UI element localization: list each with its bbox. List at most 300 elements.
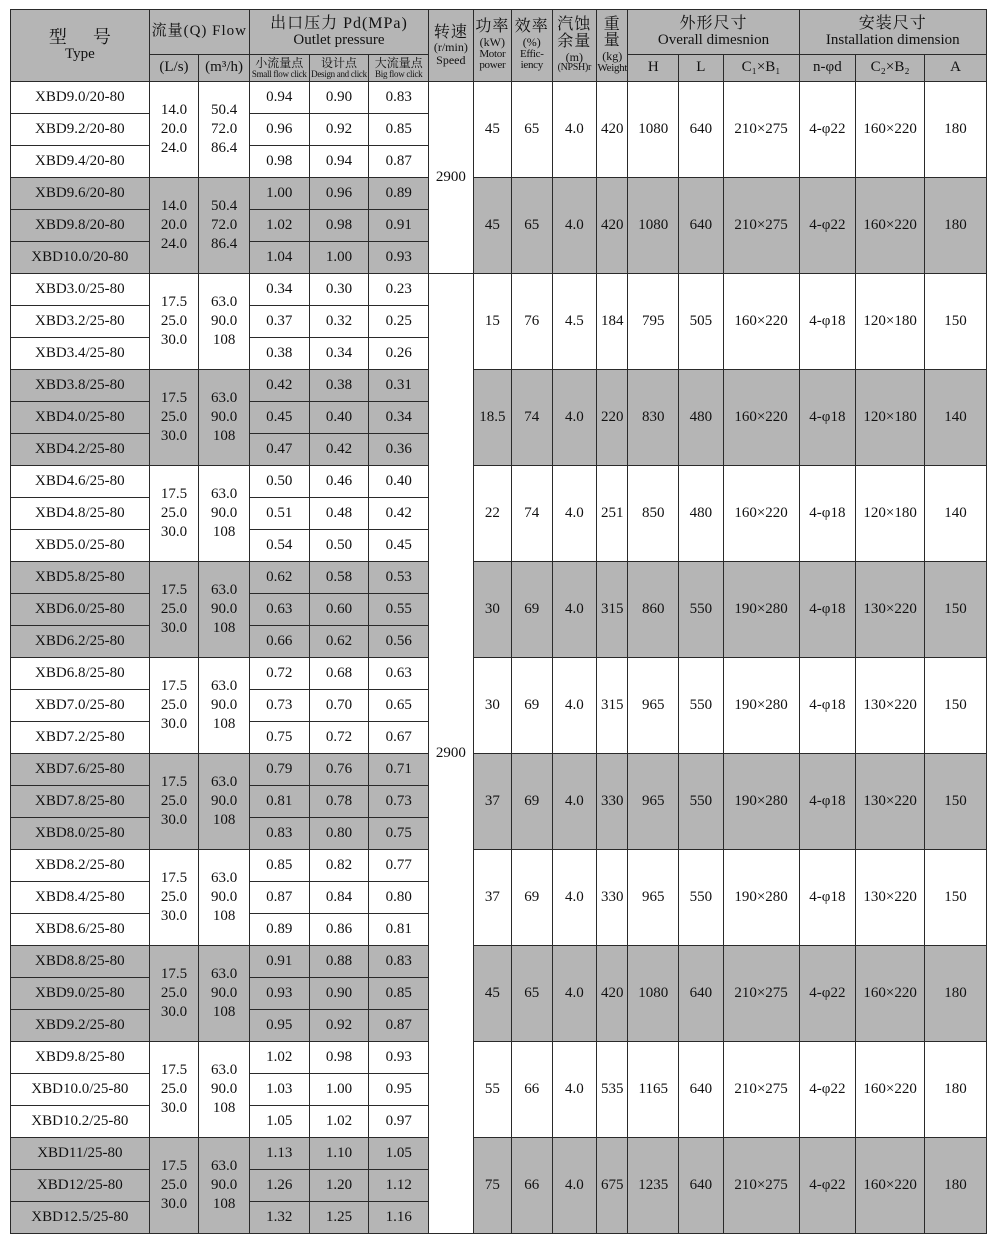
a-cell: 150 <box>925 562 987 658</box>
design-pressure-cell: 0.68 <box>309 658 369 690</box>
small-flow-pressure-cell: 1.04 <box>249 242 309 274</box>
flow-header <box>149 10 249 55</box>
efficiency-cell: 69 <box>512 754 552 850</box>
flow-ls-value: 14.0 <box>160 102 188 118</box>
table-row <box>11 658 987 690</box>
design-pressure-cell: 0.72 <box>309 722 369 754</box>
efficiency-cell: 65 <box>512 946 552 1042</box>
table-row <box>11 274 987 306</box>
npsh-cell: 4.0 <box>552 754 597 850</box>
table-row <box>11 754 987 786</box>
design-pressure-cell: 0.38 <box>309 370 369 402</box>
efficiency-cell: 69 <box>512 850 552 946</box>
big-flow-pressure-cell: 0.75 <box>369 818 429 850</box>
table-row <box>11 850 987 882</box>
flow-m3h-cell <box>199 274 250 370</box>
flow-m3h-value: 90.0 <box>210 313 238 329</box>
flow-ls-value: 30.0 <box>160 620 188 636</box>
weight-cell: 251 <box>597 466 628 562</box>
flow-m3h-value: 108 <box>212 908 236 924</box>
flow-m3h-value: 90.0 <box>210 985 238 1001</box>
flow-ls-cell <box>149 946 199 1042</box>
flow-ls-value: 17.5 <box>160 486 188 502</box>
table-body <box>11 82 987 1234</box>
flow-ls-value: 20.0 <box>160 121 188 137</box>
design-pressure-cell: 0.80 <box>309 818 369 850</box>
flow-ls-header: (L/s) <box>149 55 199 82</box>
power-cell: 45 <box>473 82 511 178</box>
flow-ls-value: 25.0 <box>160 313 188 329</box>
big-flow-en: Big flow click <box>375 68 423 79</box>
small-flow-pressure-cell: 0.89 <box>249 914 309 946</box>
big-flow-pressure-cell: 0.85 <box>369 114 429 146</box>
small-flow-pressure-cell: 0.72 <box>249 658 309 690</box>
model-cell: XBD6.0/25-80 <box>11 594 150 626</box>
h-cell: 965 <box>628 850 679 946</box>
small-flow-pressure-cell: 0.75 <box>249 722 309 754</box>
c1b1-cell: 190×280 <box>723 850 799 946</box>
n-phi-d-cell: 4-φ18 <box>799 370 856 466</box>
design-pressure-cell: 0.78 <box>309 786 369 818</box>
design-pressure-cell: 0.50 <box>309 530 369 562</box>
n-phi-d-cell: 4-φ18 <box>799 466 856 562</box>
flow-ls-value: 25.0 <box>160 793 188 809</box>
flow-m3h-value: 63.0 <box>210 390 238 406</box>
design-pressure-cell: 0.90 <box>309 82 369 114</box>
n-phi-d-cell: 4-φ18 <box>799 658 856 754</box>
flow-m3h-value: 63.0 <box>210 582 238 598</box>
h-cell: 850 <box>628 466 679 562</box>
big-flow-pressure-cell: 0.93 <box>369 242 429 274</box>
n-phi-d-cell: 4-φ18 <box>799 562 856 658</box>
model-cell: XBD7.8/25-80 <box>11 786 150 818</box>
flow-ls-value: 14.0 <box>160 198 188 214</box>
small-flow-en: Small flow click <box>251 68 307 79</box>
small-flow-pressure-cell: 1.32 <box>249 1202 309 1234</box>
model-cell: XBD3.2/25-80 <box>11 306 150 338</box>
flow-ls-cell <box>149 562 199 658</box>
flow-m3h-value: 108 <box>212 1004 236 1020</box>
weight-cell: 220 <box>597 370 628 466</box>
n-phi-d-cell: 4-φ18 <box>799 850 856 946</box>
model-cell: XBD3.4/25-80 <box>11 338 150 370</box>
model-cell: XBD9.0/25-80 <box>11 978 150 1010</box>
design-pressure-cell: 0.90 <box>309 978 369 1010</box>
l-cell: 505 <box>679 274 724 370</box>
power-cell: 75 <box>473 1138 511 1234</box>
small-flow-pressure-cell: 0.73 <box>249 690 309 722</box>
big-flow-pressure-cell: 0.93 <box>369 1042 429 1074</box>
design-pressure-cell: 0.98 <box>309 210 369 242</box>
table-row <box>11 178 987 210</box>
c1b1-cell: 190×280 <box>723 562 799 658</box>
power-cell: 45 <box>473 178 511 274</box>
a-cell: 180 <box>925 946 987 1042</box>
h-cell: 1080 <box>628 946 679 1042</box>
c1b1-cell: 190×280 <box>723 658 799 754</box>
big-flow-pressure-cell: 0.83 <box>369 82 429 114</box>
npsh-header <box>552 10 597 82</box>
flow-ls-value: 25.0 <box>160 697 188 713</box>
model-cell: XBD8.6/25-80 <box>11 914 150 946</box>
overall-header-en: Overall dimesnion <box>657 31 770 48</box>
a-cell: 180 <box>925 82 987 178</box>
big-flow-pressure-cell: 0.56 <box>369 626 429 658</box>
flow-m3h-cell <box>199 946 250 1042</box>
small-flow-pressure-cell: 0.91 <box>249 946 309 978</box>
big-flow-pressure-cell: 1.12 <box>369 1170 429 1202</box>
flow-m3h-value: 90.0 <box>210 697 238 713</box>
table-row <box>11 1042 987 1074</box>
weight-cell: 330 <box>597 850 628 946</box>
big-flow-pressure-cell: 0.91 <box>369 210 429 242</box>
npsh-header-en: (NPSH)r <box>557 62 592 74</box>
model-cell: XBD3.0/25-80 <box>11 274 150 306</box>
design-pressure-cell: 0.70 <box>309 690 369 722</box>
a-cell: 180 <box>925 178 987 274</box>
small-flow-pressure-cell: 0.96 <box>249 114 309 146</box>
big-flow-pressure-cell: 0.95 <box>369 1074 429 1106</box>
h-cell: 965 <box>628 754 679 850</box>
design-pressure-cell: 0.94 <box>309 146 369 178</box>
power-header-zh: 功率 <box>475 18 510 36</box>
flow-ls-value: 17.5 <box>160 774 188 790</box>
model-cell: XBD8.8/25-80 <box>11 946 150 978</box>
overall-dimension-header <box>628 10 799 55</box>
flow-ls-value: 30.0 <box>160 332 188 348</box>
flow-ls-value: 17.5 <box>160 678 188 694</box>
design-pressure-cell: 0.98 <box>309 1042 369 1074</box>
pressure-header-en: Outlet pressure <box>293 31 385 48</box>
n-phi-d-cell: 4-φ22 <box>799 82 856 178</box>
l-header: L <box>679 55 724 82</box>
power-cell: 45 <box>473 946 511 1042</box>
model-cell: XBD7.6/25-80 <box>11 754 150 786</box>
flow-ls-value: 25.0 <box>160 985 188 1001</box>
efficiency-cell: 65 <box>512 178 552 274</box>
big-flow-pressure-cell: 0.45 <box>369 530 429 562</box>
design-pressure-cell: 0.92 <box>309 114 369 146</box>
flow-m3h-value: 63.0 <box>210 294 238 310</box>
small-flow-pressure-cell: 0.81 <box>249 786 309 818</box>
flow-ls-cell <box>149 1042 199 1138</box>
flow-ls-value: 24.0 <box>160 236 188 252</box>
big-flow-pressure-cell: 0.25 <box>369 306 429 338</box>
l-cell: 550 <box>679 658 724 754</box>
big-flow-pressure-cell: 0.63 <box>369 658 429 690</box>
l-cell: 550 <box>679 850 724 946</box>
install-header-en: Installation dimension <box>825 31 960 48</box>
npsh-cell: 4.0 <box>552 850 597 946</box>
flow-ls-value: 25.0 <box>160 1177 188 1193</box>
small-flow-pressure-cell: 1.05 <box>249 1106 309 1138</box>
model-cell: XBD9.8/20-80 <box>11 210 150 242</box>
speed-header-en: Speed <box>436 52 466 67</box>
big-flow-pressure-cell: 0.23 <box>369 274 429 306</box>
flow-m3h-value: 86.4 <box>210 140 238 156</box>
flow-ls-value: 24.0 <box>160 140 188 156</box>
h-cell: 860 <box>628 562 679 658</box>
n-phi-d-cell: 4-φ22 <box>799 1042 856 1138</box>
flow-m3h-value: 72.0 <box>210 217 238 233</box>
speed-header <box>429 10 474 82</box>
design-pressure-cell: 0.84 <box>309 882 369 914</box>
small-flow-pressure-cell: 0.34 <box>249 274 309 306</box>
design-pressure-cell: 1.10 <box>309 1138 369 1170</box>
flow-m3h-cell <box>199 754 250 850</box>
design-pressure-cell: 1.00 <box>309 242 369 274</box>
small-flow-pressure-cell: 0.66 <box>249 626 309 658</box>
model-cell: XBD12/25-80 <box>11 1170 150 1202</box>
model-cell: XBD6.8/25-80 <box>11 658 150 690</box>
npsh-cell: 4.0 <box>552 466 597 562</box>
small-flow-zh: 小流量点 <box>255 55 304 70</box>
flow-m3h-cell <box>199 370 250 466</box>
flow-ls-cell <box>149 1138 199 1234</box>
model-cell: XBD3.8/25-80 <box>11 370 150 402</box>
h-cell: 1165 <box>628 1042 679 1138</box>
efficiency-cell: 65 <box>512 82 552 178</box>
flow-ls-value: 17.5 <box>160 870 188 886</box>
h-cell: 795 <box>628 274 679 370</box>
flow-m3h-cell <box>199 82 250 178</box>
power-cell: 22 <box>473 466 511 562</box>
flow-ls-cell <box>149 274 199 370</box>
install-header-zh: 安装尺寸 <box>858 14 927 32</box>
big-flow-pressure-cell: 0.81 <box>369 914 429 946</box>
power-cell: 37 <box>473 754 511 850</box>
n-phi-d-cell: 4-φ22 <box>799 1138 856 1234</box>
flow-ls-value: 20.0 <box>160 217 188 233</box>
npsh-cell: 4.0 <box>552 1042 597 1138</box>
big-flow-pressure-cell: 0.89 <box>369 178 429 210</box>
n-phi-d-header: n-φd <box>799 55 856 82</box>
big-flow-pressure-cell: 0.71 <box>369 754 429 786</box>
weight-header-unit: (kg) <box>602 49 623 64</box>
n-phi-d-cell: 4-φ18 <box>799 274 856 370</box>
flow-m3h-cell <box>199 562 250 658</box>
small-flow-pressure-cell: 0.51 <box>249 498 309 530</box>
flow-m3h-cell <box>199 466 250 562</box>
efficiency-header-zh: 效率 <box>514 18 549 36</box>
l-cell: 640 <box>679 946 724 1042</box>
type-header-en: Type <box>64 46 95 63</box>
h-header: H <box>628 55 679 82</box>
npsh-cell: 4.5 <box>552 274 597 370</box>
power-header-unit: (kW) <box>479 35 505 50</box>
l-cell: 550 <box>679 562 724 658</box>
c2b2-cell: 130×220 <box>856 754 925 850</box>
h-cell: 965 <box>628 658 679 754</box>
npsh-cell: 4.0 <box>552 562 597 658</box>
overall-header-zh: 外形尺寸 <box>679 14 748 32</box>
small-flow-pressure-cell: 0.42 <box>249 370 309 402</box>
a-cell: 140 <box>925 370 987 466</box>
flow-ls-value: 17.5 <box>160 390 188 406</box>
big-flow-pressure-cell: 0.40 <box>369 466 429 498</box>
small-flow-header <box>249 55 309 82</box>
efficiency-cell: 76 <box>512 274 552 370</box>
small-flow-pressure-cell: 1.03 <box>249 1074 309 1106</box>
big-flow-pressure-cell: 0.26 <box>369 338 429 370</box>
design-pressure-cell: 0.82 <box>309 850 369 882</box>
big-flow-pressure-cell: 0.34 <box>369 402 429 434</box>
big-flow-pressure-cell: 1.16 <box>369 1202 429 1234</box>
small-flow-pressure-cell: 0.45 <box>249 402 309 434</box>
small-flow-pressure-cell: 0.83 <box>249 818 309 850</box>
flow-m3h-header: (m³/h) <box>199 55 250 82</box>
model-cell: XBD4.8/25-80 <box>11 498 150 530</box>
small-flow-pressure-cell: 1.13 <box>249 1138 309 1170</box>
efficiency-header-unit: (%) <box>522 35 541 50</box>
design-pressure-cell: 0.42 <box>309 434 369 466</box>
design-pressure-cell: 0.88 <box>309 946 369 978</box>
flow-ls-cell <box>149 370 199 466</box>
design-pressure-cell: 0.30 <box>309 274 369 306</box>
flow-header-title: 流量(Q) Flow <box>151 23 247 40</box>
npsh-header-unit: (m) <box>565 49 583 64</box>
design-pressure-cell: 1.20 <box>309 1170 369 1202</box>
model-cell: XBD9.8/25-80 <box>11 1042 150 1074</box>
flow-ls-cell <box>149 178 199 274</box>
design-pressure-cell: 1.25 <box>309 1202 369 1234</box>
npsh-cell: 4.0 <box>552 178 597 274</box>
design-pressure-cell: 1.00 <box>309 1074 369 1106</box>
c1b1-cell: 210×275 <box>723 1138 799 1234</box>
weight-cell: 420 <box>597 82 628 178</box>
flow-m3h-cell <box>199 850 250 946</box>
npsh-cell: 4.0 <box>552 1138 597 1234</box>
c2b2-cell: 120×180 <box>856 370 925 466</box>
weight-header-zh: 重量 <box>603 15 621 50</box>
weight-cell: 315 <box>597 658 628 754</box>
flow-ls-value: 17.5 <box>160 582 188 598</box>
type-header-zh: 型号 <box>48 27 137 48</box>
table-row <box>11 946 987 978</box>
flow-ls-value: 30.0 <box>160 428 188 444</box>
n-phi-d-cell: 4-φ18 <box>799 754 856 850</box>
table-header <box>11 10 987 82</box>
l-cell: 640 <box>679 178 724 274</box>
c1b1-cell: 160×220 <box>723 370 799 466</box>
a-cell: 150 <box>925 658 987 754</box>
model-cell: XBD7.2/25-80 <box>11 722 150 754</box>
big-flow-pressure-cell: 0.65 <box>369 690 429 722</box>
big-flow-header <box>369 55 429 82</box>
flow-m3h-value: 86.4 <box>210 236 238 252</box>
flow-m3h-value: 50.4 <box>210 198 238 214</box>
flow-m3h-value: 72.0 <box>210 121 238 137</box>
h-cell: 830 <box>628 370 679 466</box>
n-phi-d-cell: 4-φ22 <box>799 178 856 274</box>
model-cell: XBD4.6/25-80 <box>11 466 150 498</box>
h-cell: 1235 <box>628 1138 679 1234</box>
flow-m3h-value: 63.0 <box>210 1158 238 1174</box>
efficiency-cell: 74 <box>512 466 552 562</box>
a-cell: 150 <box>925 274 987 370</box>
speed-cell: 2900 <box>429 82 474 274</box>
efficiency-cell: 69 <box>512 658 552 754</box>
flow-m3h-value: 108 <box>212 1196 236 1212</box>
model-cell: XBD12.5/25-80 <box>11 1202 150 1234</box>
c1b1-cell: 210×275 <box>723 1042 799 1138</box>
flow-ls-value: 30.0 <box>160 524 188 540</box>
flow-ls-value: 30.0 <box>160 716 188 732</box>
flow-ls-cell <box>149 754 199 850</box>
flow-m3h-cell <box>199 658 250 754</box>
big-flow-pressure-cell: 0.77 <box>369 850 429 882</box>
weight-cell: 420 <box>597 946 628 1042</box>
n-phi-d-cell: 4-φ22 <box>799 946 856 1042</box>
flow-m3h-cell <box>199 178 250 274</box>
table-row <box>11 466 987 498</box>
flow-m3h-value: 108 <box>212 332 236 348</box>
design-pressure-cell: 0.40 <box>309 402 369 434</box>
flow-m3h-value: 63.0 <box>210 1062 238 1078</box>
c2b2-header: C₂×B₂ <box>856 55 925 82</box>
model-cell: XBD8.4/25-80 <box>11 882 150 914</box>
speed-cell: 2900 <box>429 274 474 1234</box>
model-cell: XBD10.0/25-80 <box>11 1074 150 1106</box>
power-cell: 18.5 <box>473 370 511 466</box>
big-flow-pressure-cell: 0.36 <box>369 434 429 466</box>
big-flow-pressure-cell: 0.42 <box>369 498 429 530</box>
c2b2-cell: 120×180 <box>856 466 925 562</box>
table-row <box>11 1138 987 1170</box>
a-cell: 180 <box>925 1042 987 1138</box>
a-cell: 140 <box>925 466 987 562</box>
c1b1-cell: 160×220 <box>723 274 799 370</box>
flow-m3h-value: 108 <box>212 812 236 828</box>
flow-m3h-value: 90.0 <box>210 409 238 425</box>
flow-m3h-value: 50.4 <box>210 102 238 118</box>
model-cell: XBD8.2/25-80 <box>11 850 150 882</box>
flow-ls-value: 25.0 <box>160 409 188 425</box>
weight-cell: 535 <box>597 1042 628 1138</box>
weight-cell: 315 <box>597 562 628 658</box>
design-pressure-cell: 0.46 <box>309 466 369 498</box>
npsh-cell: 4.0 <box>552 82 597 178</box>
c1b1-cell: 210×275 <box>723 178 799 274</box>
flow-m3h-value: 108 <box>212 716 236 732</box>
pump-spec-table <box>10 9 987 1234</box>
l-cell: 640 <box>679 1042 724 1138</box>
c2b2-cell: 130×220 <box>856 850 925 946</box>
l-cell: 550 <box>679 754 724 850</box>
model-cell: XBD10.0/20-80 <box>11 242 150 274</box>
flow-m3h-value: 90.0 <box>210 505 238 521</box>
flow-ls-cell <box>149 850 199 946</box>
model-cell: XBD9.4/20-80 <box>11 146 150 178</box>
efficiency-header-en: Effic-iency <box>519 47 544 72</box>
small-flow-pressure-cell: 0.62 <box>249 562 309 594</box>
flow-m3h-value: 63.0 <box>210 966 238 982</box>
design-pressure-cell: 0.62 <box>309 626 369 658</box>
a-cell: 180 <box>925 1138 987 1234</box>
flow-m3h-value: 90.0 <box>210 1177 238 1193</box>
model-cell: XBD9.2/20-80 <box>11 114 150 146</box>
flow-m3h-value: 108 <box>212 524 236 540</box>
small-flow-pressure-cell: 0.54 <box>249 530 309 562</box>
model-cell: XBD9.6/20-80 <box>11 178 150 210</box>
model-cell: XBD6.2/25-80 <box>11 626 150 658</box>
model-cell: XBD4.2/25-80 <box>11 434 150 466</box>
model-cell: XBD4.0/25-80 <box>11 402 150 434</box>
c2b2-cell: 160×220 <box>856 1042 925 1138</box>
small-flow-pressure-cell: 0.95 <box>249 1010 309 1042</box>
npsh-header-zh: 汽蚀余量 <box>557 16 592 50</box>
npsh-cell: 4.0 <box>552 946 597 1042</box>
